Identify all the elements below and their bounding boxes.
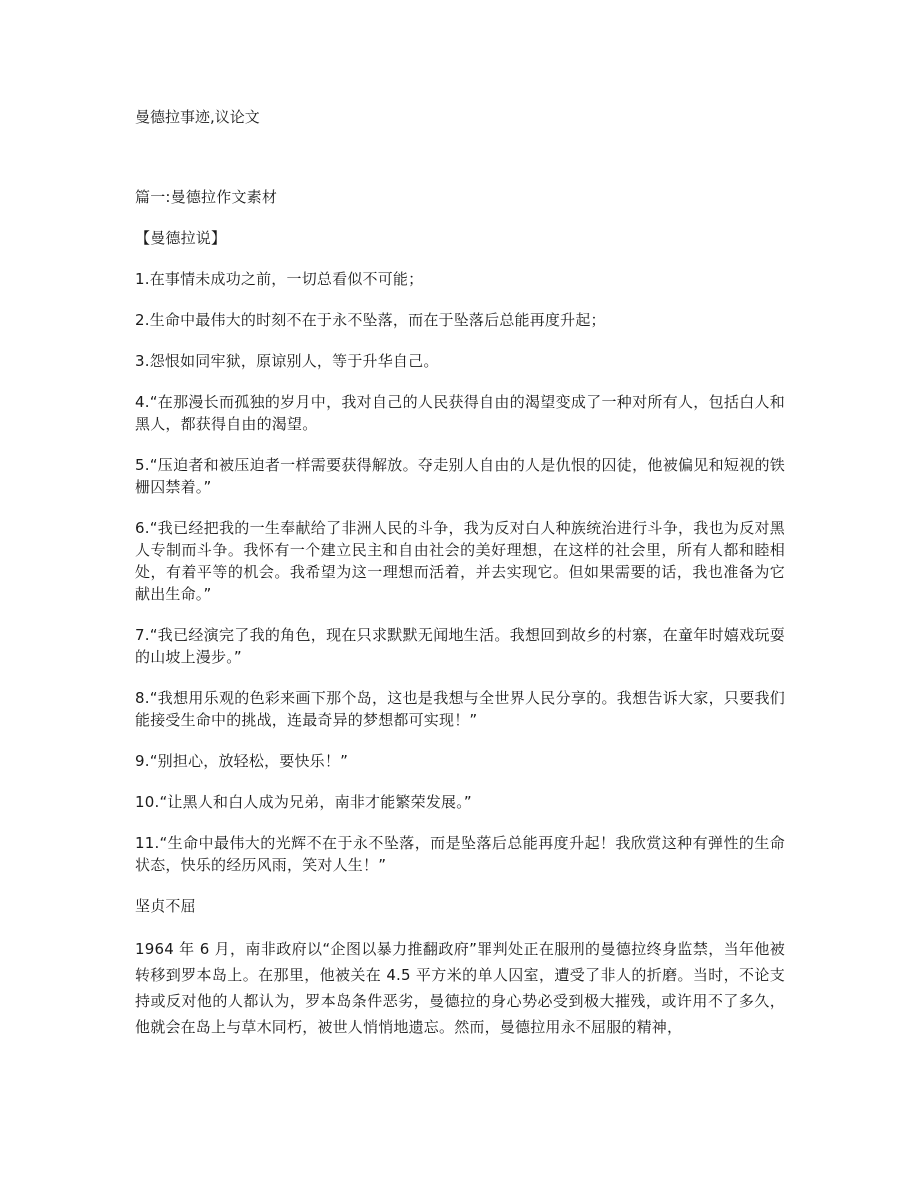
quote-10: 10.“让黑人和白人成为兄弟，南非才能繁荣发展。”: [135, 793, 472, 811]
quote-4: 4.“在那漫长而孤独的岁月中，我对自己的人民获得自由的渴望变成了一种对所有人，包括白人和黑人，都获得自由的渴望。: [135, 393, 785, 433]
quote-1: 1.在事情未成功之前，一切总看似不可能；: [135, 270, 424, 288]
quote-11: 11.“生命中最伟大的光辉不在于永不坠落，而是坠落后总能再度升起！我欣赏这种有弹性的生命状态，快乐的经历风雨，笑对人生！”: [135, 834, 785, 874]
quote-2: 2.生命中最伟大的时刻不在于永不坠落，而在于坠落后总能再度升起；: [135, 311, 606, 329]
quote-8: 8.“我想用乐观的色彩来画下那个岛，这也是我想与全世界人民分享的。我想告诉大家，只要我们能接受生命中的挑战，连最奇异的梦想都可实现！”: [135, 689, 785, 729]
quote-6: 6.“我已经把我的一生奉献给了非洲人民的斗争，我为反对白人种族统治进行斗争，我也为反对黑人专制而斗争。我怀有一个建立民主和自由社会的美好理想，在这样的社会里，所有人都和睦相处，有着平等的机会。我希望为这一理想而活着，并去实现它。但如果需要的话，我也准备为它献出生命。”: [135, 519, 785, 603]
quote-3: 3.怨恨如同牢狱，原谅别人，等于升华自己。: [135, 352, 439, 370]
story-paragraph: 1964 年 6 月，南非政府以“企图以暴力推翻政府”罪判处正在服刑的曼德拉终身监禁，当年他被转移到罗本岛上。在那里，他被关在 4.5 平方米的单人囚室，遭受了非人的折磨。当时，不论支持或反对他的人都认为，罗本岛条件恶劣，曼德拉的身心势必受到极大摧残，或许用不了多久，他就会在岛上与草木同朽，被世人悄悄地遗忘。然而，曼德拉用永不屈服的精神，: [135, 940, 785, 1036]
document-title: 曼德拉事迹,议论文: [135, 108, 260, 126]
subsection-heading: 【曼德拉说】: [135, 229, 227, 247]
document-body: [135, 186, 785, 1055]
quote-5: 5.“压迫者和被压迫者一样需要获得解放。夺走别人自由的人是仇恨的囚徒，他被偏见和短视的铁栅囚禁着。”: [135, 456, 785, 496]
quote-7: 7.“我已经演完了我的角色，现在只求默默无闻地生活。我想回到故乡的村寨，在童年时嬉戏玩耍的山坡上漫步。”: [135, 626, 785, 666]
quote-9: 9.“别担心，放轻松，要快乐！”: [135, 752, 349, 770]
story-heading: 坚贞不屈: [135, 897, 196, 915]
section-heading: 篇一:曼德拉作文素材: [135, 188, 278, 206]
